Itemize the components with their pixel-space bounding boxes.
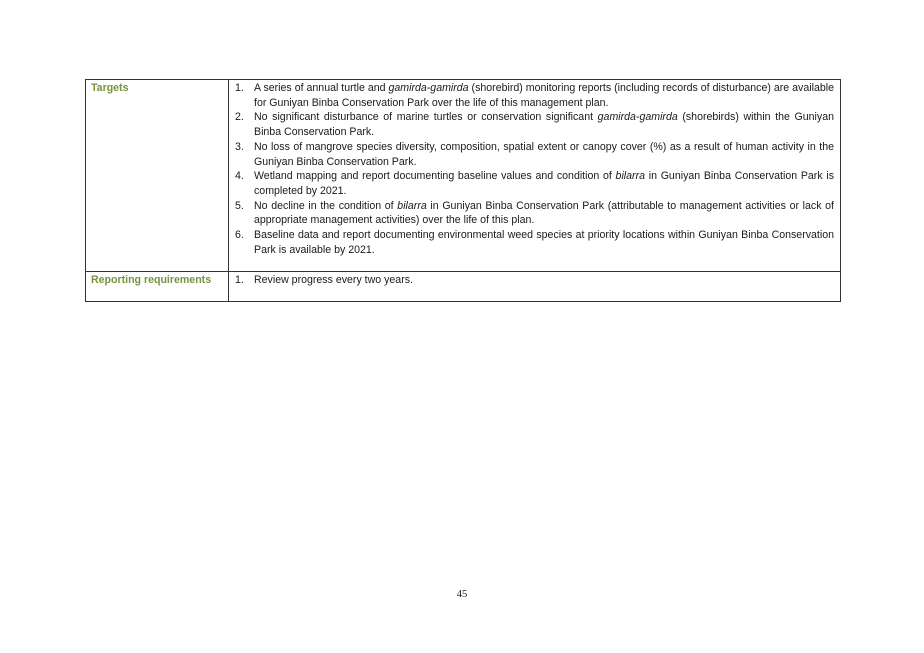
text-run: Review progress every two years.	[254, 274, 413, 286]
list-item	[235, 81, 834, 110]
row-label-reporting-requirements: Reporting requirements	[86, 272, 229, 302]
list-item-number: 5.	[235, 199, 244, 212]
targets-table	[85, 79, 841, 302]
text-run: No significant disturbance of marine turtles or conservation significant	[254, 111, 598, 124]
text-run: Baseline data and report documenting environmental weed species at priority locations within Guniyan Binba Conservation Park is available by 2021.	[254, 229, 834, 256]
reporting-list	[235, 273, 834, 288]
text-run: in Guniyan Binba Conservation Park (attributable to management activities or lack of appropriate management activities) over the life of this plan.	[254, 199, 834, 227]
targets-list	[235, 81, 834, 257]
list-item-number: 6.	[235, 229, 244, 242]
text-run: A series of annual turtle and	[254, 82, 389, 94]
targets-content	[229, 80, 841, 272]
italic-term: bilarra	[397, 199, 427, 212]
text-run: in Guniyan Binba Conservation Park is completed by 2021.	[254, 170, 834, 197]
list-item	[235, 140, 834, 169]
list-item-text	[254, 141, 834, 168]
row-label-targets: Targets	[86, 80, 229, 272]
italic-term: bilarra	[615, 170, 645, 183]
list-item-number: 3.	[235, 140, 244, 153]
table-row	[86, 80, 841, 272]
text-run: No decline in the condition of	[254, 199, 398, 212]
italic-term: gamirda-gamirda	[597, 111, 678, 124]
list-item-text	[254, 111, 834, 138]
page-number: 45	[456, 589, 468, 600]
list-item-number: 2.	[235, 111, 244, 124]
list-item-number: 1.	[235, 82, 244, 94]
list-item-text	[254, 170, 834, 197]
list-item	[235, 199, 834, 228]
list-item-text	[254, 274, 413, 286]
table-row	[86, 272, 841, 302]
list-item-text	[254, 82, 834, 109]
list-item-number: 1.	[235, 274, 244, 286]
list-item	[235, 228, 834, 257]
italic-term: gamirda-gamirda	[388, 82, 469, 94]
list-item	[235, 273, 834, 288]
list-item-number: 4.	[235, 170, 244, 183]
text-run: No loss of mangrove species diversity, composition, spatial extent or canopy cover (%) as a result of human activity in the Guniyan Binba Conservation Park.	[254, 140, 834, 168]
list-item-text	[254, 200, 834, 227]
reporting-content	[229, 272, 841, 302]
table-body	[86, 80, 841, 302]
text-run: (shorebird) monitoring reports (including records of disturbance) are available for Guniyan Binba Conservation Park over the life of this management plan.	[254, 82, 834, 109]
text-run: Wetland mapping and report documenting baseline values and condition of	[254, 170, 616, 183]
list-item	[235, 110, 834, 139]
list-item-text	[254, 229, 834, 256]
list-item	[235, 169, 834, 198]
text-run: (shorebirds) within the Guniyan Binba Conservation Park.	[254, 111, 834, 139]
